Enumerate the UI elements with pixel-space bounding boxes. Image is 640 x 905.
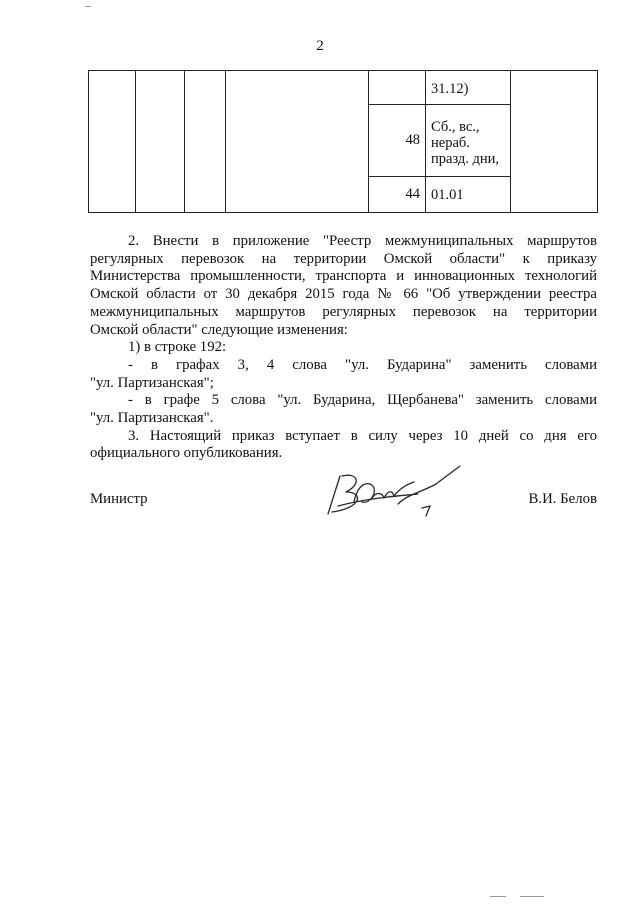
table-cell: 48 xyxy=(369,105,426,177)
text-line: межмуниципальных маршрутов регулярных перевозок на территории xyxy=(90,303,597,320)
signatory-name: В.И. Белов xyxy=(528,491,597,507)
scan-mark xyxy=(85,6,91,7)
text-line: 3. Настоящий приказ вступает в силу через 10 дней со дня его xyxy=(128,427,597,444)
scan-mark xyxy=(490,896,506,897)
table-cell: Сб., вс., нераб. празд. дни, xyxy=(426,105,511,177)
table-cell xyxy=(511,71,598,213)
text-line: официального опубликования. xyxy=(90,445,283,462)
table-cell xyxy=(89,71,136,213)
text-line: Омской области" следующие изменения: xyxy=(90,321,348,338)
order-text xyxy=(90,233,597,463)
table-cell xyxy=(226,71,369,213)
text-line: "ул. Партизанская"; xyxy=(90,374,214,391)
text-line: - в графах 3, 4 слова "ул. Бударина" заменить словами xyxy=(128,356,597,373)
table-cell xyxy=(369,71,426,105)
text-line: - в графе 5 слова "ул. Бударина, Щербанева" заменить словами xyxy=(128,392,597,409)
text-line: регулярных перевозок на территории Омской области" к приказу xyxy=(90,250,597,267)
table-cell: 44 xyxy=(369,177,426,213)
table-cell: 01.01 xyxy=(426,177,511,213)
text-line: 2. Внести в приложение "Реестр межмуниципальных маршрутов xyxy=(128,233,597,249)
table-cell: 31.12) xyxy=(426,71,511,105)
handwritten-signature xyxy=(318,462,468,522)
table-cell xyxy=(136,71,185,213)
page-number: 2 xyxy=(316,38,324,54)
table-row xyxy=(89,71,598,105)
text-line: Министерства промышленности, транспорта и инновационных технологий xyxy=(90,268,597,285)
route-table-continuation xyxy=(88,70,598,213)
table-cell xyxy=(185,71,226,213)
text-line: 1) в строке 192: xyxy=(128,339,227,356)
scan-mark xyxy=(520,896,544,897)
text-line: Омской области от 30 декабря 2015 года № 66 "Об утверждении реестра xyxy=(90,286,597,303)
signatory-title: Министр xyxy=(90,491,148,507)
text-line: "ул. Партизанская". xyxy=(90,410,214,427)
